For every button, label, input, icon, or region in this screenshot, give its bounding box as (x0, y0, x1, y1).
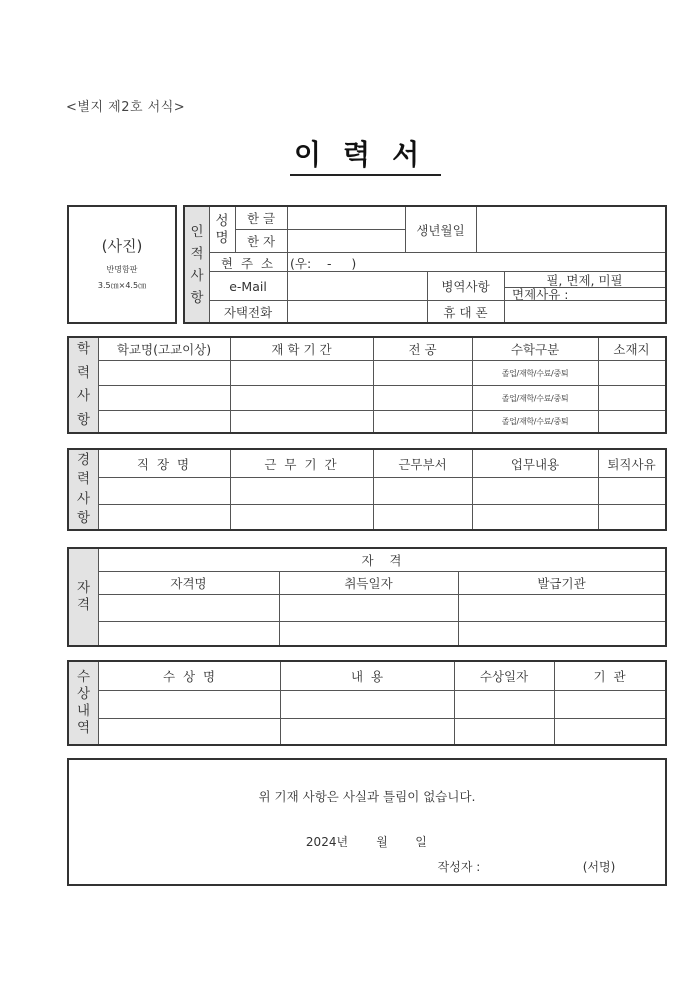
award-date-input[interactable] (454, 691, 554, 718)
career-leave-reason-input[interactable] (598, 505, 665, 529)
career-period-input[interactable] (230, 478, 373, 504)
signature-field[interactable]: (서명) (582, 859, 616, 874)
education-period-input[interactable] (230, 386, 373, 410)
qualification-group-header: 자 격 (361, 553, 402, 568)
email-label: e-Mail (229, 278, 267, 294)
home-phone-label: 자택전화 (223, 304, 273, 320)
awards-header-content: 내 용 (350, 669, 384, 684)
home-phone-input[interactable] (287, 301, 427, 322)
qualification-header-date: 취득일자 (344, 576, 393, 591)
education-location-input[interactable] (598, 386, 665, 410)
birth-date-input[interactable] (476, 207, 665, 252)
birth-date-label: 생년월일 (416, 222, 465, 238)
award-organization-input[interactable] (554, 691, 665, 718)
name-label: 성 명 (215, 212, 229, 246)
education-section-label: 학 력 사 항 (69, 338, 98, 432)
awards-header-organization: 기 관 (593, 669, 626, 684)
education-table (67, 336, 667, 434)
award-date-input[interactable] (454, 719, 554, 744)
career-header-company: 직 장 명 (136, 456, 192, 472)
career-duties-input[interactable] (472, 505, 598, 529)
qualification-date-input[interactable] (279, 622, 458, 645)
address-input[interactable]: (우: - ) (290, 255, 357, 271)
military-status-options[interactable]: 필, 면제, 미필 (546, 272, 623, 288)
career-leave-reason-input[interactable] (598, 478, 665, 504)
education-status-options[interactable]: 졸업/재학/수료/중퇴 (501, 417, 569, 426)
education-status-options[interactable]: 졸업/재학/수료/중퇴 (501, 393, 569, 403)
education-header-major: 전 공 (408, 342, 437, 357)
photo-note: 반명함판 (106, 265, 138, 274)
award-title-input[interactable] (98, 691, 280, 718)
hangul-name-input[interactable] (287, 207, 405, 229)
career-department-input[interactable] (373, 505, 472, 529)
education-period-input[interactable] (230, 411, 373, 432)
awards-header-date: 수상일자 (479, 669, 529, 684)
photo-label: (사진) (101, 237, 143, 255)
qualification-table (67, 547, 667, 647)
hanja-name-input[interactable] (287, 230, 405, 252)
award-content-input[interactable] (280, 691, 454, 718)
mobile-phone-label: 휴 대 폰 (443, 304, 488, 320)
form-number-label: <별지 제2호 서식> (66, 100, 186, 115)
career-header-department: 근무부서 (398, 456, 447, 472)
personal-info-table (183, 205, 667, 324)
declaration-statement: 위 기재 사항은 사실과 틀림이 없습니다. (258, 789, 476, 804)
education-school-input[interactable] (98, 361, 230, 385)
education-school-input[interactable] (98, 411, 230, 432)
hangul-label: 한 글 (246, 211, 276, 226)
career-header-leave-reason: 퇴직사유 (607, 456, 656, 472)
education-major-input[interactable] (373, 411, 472, 432)
career-company-input[interactable] (98, 478, 230, 504)
exemption-reason-input[interactable]: 면제사유 : (512, 287, 569, 302)
awards-section-label: 수 상 내 역 (69, 662, 98, 744)
photo-box[interactable] (67, 205, 177, 324)
career-company-input[interactable] (98, 505, 230, 529)
career-header-period: 근 무 기 간 (264, 456, 339, 472)
career-header-duties: 업무내용 (510, 456, 560, 472)
education-major-input[interactable] (373, 386, 472, 410)
award-content-input[interactable] (280, 719, 454, 744)
education-school-input[interactable] (98, 386, 230, 410)
education-header-period: 재 학 기 간 (271, 342, 332, 357)
declaration-day[interactable]: 일 (415, 834, 427, 849)
military-service-label: 병역사항 (441, 279, 490, 294)
declaration-year: 2024년 (305, 834, 349, 849)
page-title: 이력서 (290, 138, 441, 176)
email-input[interactable] (287, 272, 427, 300)
education-header-location: 소재지 (613, 342, 650, 357)
career-duties-input[interactable] (472, 478, 598, 504)
qualification-issuer-input[interactable] (458, 622, 665, 645)
career-section-label: 경 력 사 항 (69, 450, 98, 529)
education-header-status: 수학구분 (510, 342, 560, 357)
mobile-phone-input[interactable] (504, 301, 665, 322)
qualification-issuer-input[interactable] (458, 595, 665, 621)
declaration-box (67, 758, 667, 886)
address-label: 현 주 소 (220, 255, 276, 271)
education-status-options[interactable]: 졸업/재학/수료/중퇴 (501, 368, 569, 378)
photo-size: 3.5㎝×4.5㎝ (97, 281, 147, 290)
qualification-section-label: 자 격 (69, 549, 98, 645)
education-header-school: 학교명(고교이상) (116, 342, 212, 357)
education-location-input[interactable] (598, 361, 665, 385)
career-department-input[interactable] (373, 478, 472, 504)
education-major-input[interactable] (373, 361, 472, 385)
career-period-input[interactable] (230, 505, 373, 529)
qualification-name-input[interactable] (98, 622, 279, 645)
author-label: 작성자 : (437, 859, 481, 874)
qualification-header-name: 자격명 (170, 576, 207, 591)
qualification-header-issuer: 발급기관 (537, 576, 586, 591)
awards-table (67, 660, 667, 746)
qualification-date-input[interactable] (279, 595, 458, 621)
personal-section-label: 인 적 사 항 (185, 207, 209, 322)
education-period-input[interactable] (230, 361, 373, 385)
awards-header-title: 수 상 명 (162, 669, 216, 684)
hanja-label: 한 자 (246, 234, 276, 249)
award-title-input[interactable] (98, 719, 280, 744)
education-location-input[interactable] (598, 411, 665, 432)
career-table (67, 448, 667, 531)
qualification-name-input[interactable] (98, 595, 279, 621)
declaration-month[interactable]: 월 (376, 834, 388, 849)
award-organization-input[interactable] (554, 719, 665, 744)
